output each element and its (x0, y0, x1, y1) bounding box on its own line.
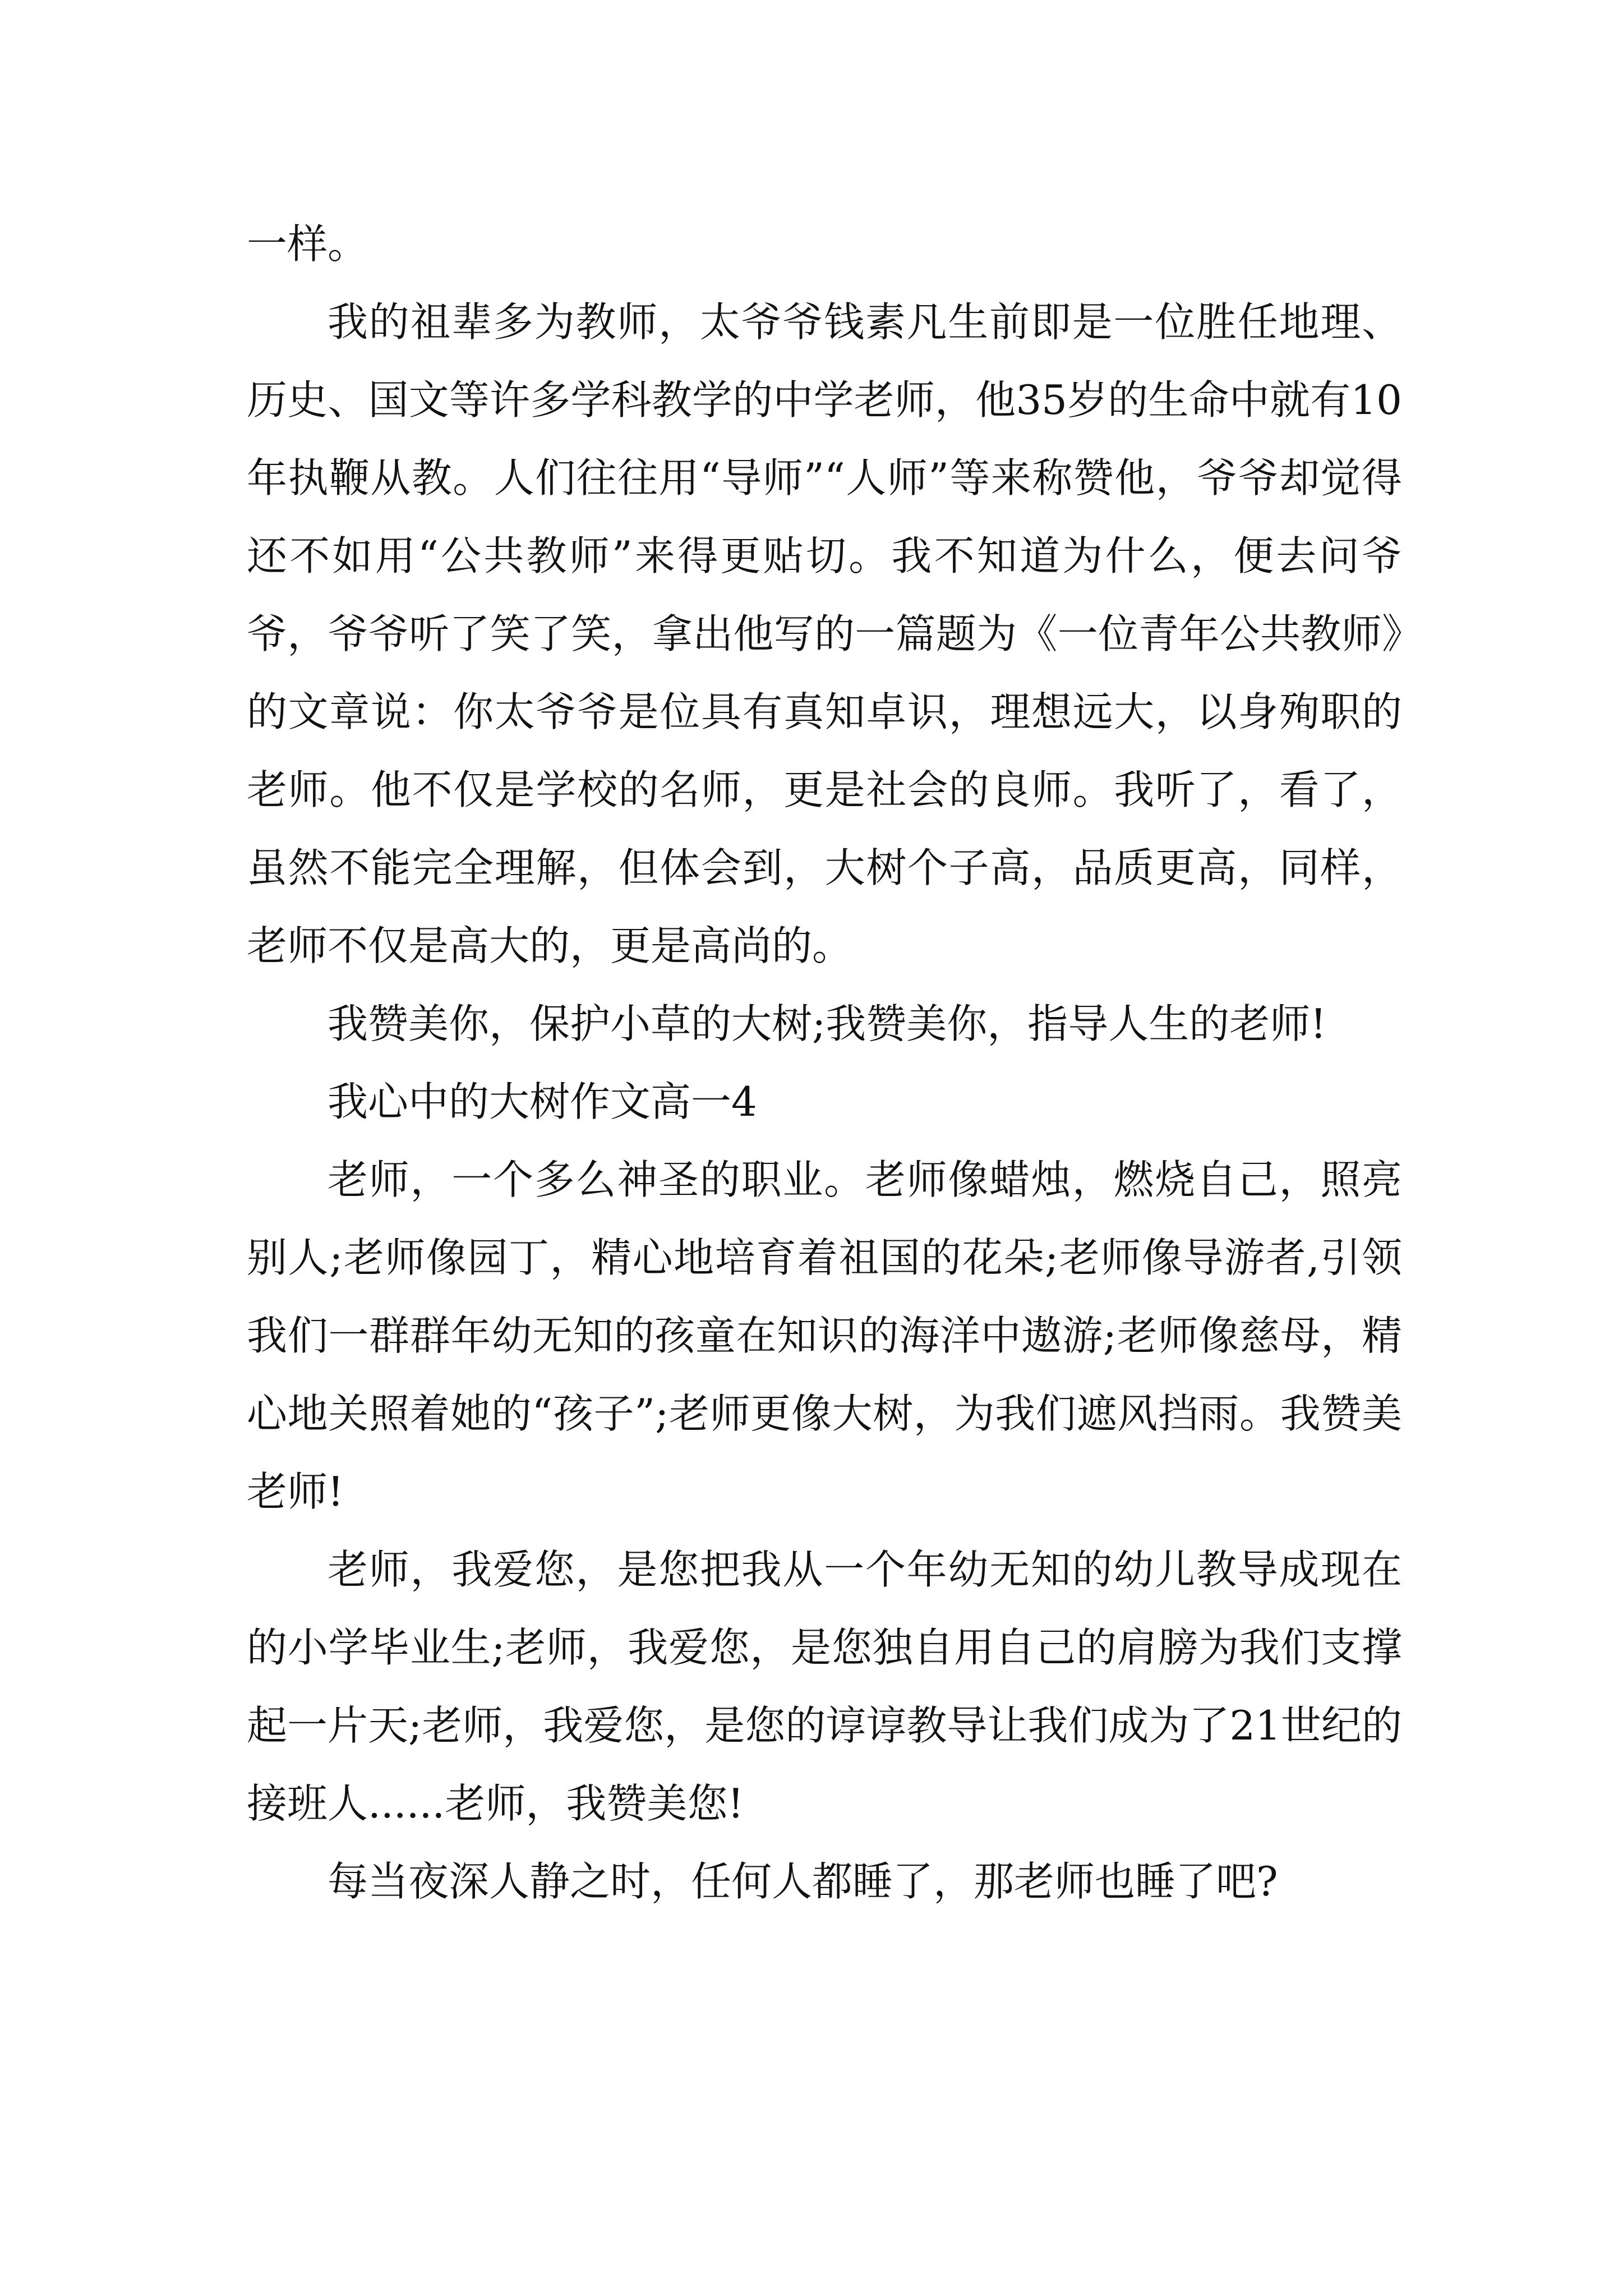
paragraph-2: 我的祖辈多为教师，太爷爷钱素凡生前即是一位胜任地理、历史、国文等许多学科教学的中学老师，他35岁的生命中就有10年执鞭从教。人们往往用“导师”“人师”等来称赞他，爷爷却觉得还不如用“公共教师”来得更贴切。我不知道为什么，便去问爷爷，爷爷听了笑了笑，拿出他写的一篇题为《一位青年公共教师》的文章说：你太爷爷是位具有真知卓识，理想远大，以身殉职的老师。他不仅是学校的名师，更是社会的良师。我听了，看了，虽然不能完全理解，但体会到，大树个子高，品质更高，同样，老师不仅是高大的，更是高尚的。 (247, 298, 1402, 969)
section-heading: 我心中的大树作文高一4 (328, 1078, 757, 1125)
paragraph-3: 我赞美你，保护小草的大树;我赞美你，指导人生的老师! (328, 1000, 1327, 1047)
paragraph-4: 老师，一个多么神圣的职业。老师像蜡烛，燃烧自己，照亮别人;老师像园丁，精心地培育着祖国的花朵;老师像导游者,引领我们一群群年幼无知的孩童在知识的海洋中遨游;老师像慈母，精心地关照着她的“孩子”;老师更像大树，为我们遮风挡雨。我赞美老师! (247, 1156, 1402, 1515)
paragraph-5: 老师，我爱您，是您把我从一个年幼无知的幼儿教导成现在的小学毕业生;老师，我爱您，是您独自用自己的肩膀为我们支撑起一片天;老师，我爱您，是您的谆谆教导让我们成为了21世纪的接班人......老师，我赞美您! (247, 1546, 1402, 1827)
body-text (247, 205, 1402, 1921)
paragraph-6: 每当夜深人静之时，任何人都睡了，那老师也睡了吧? (328, 1858, 1278, 1905)
paragraph-1: 一样。 (247, 220, 368, 268)
